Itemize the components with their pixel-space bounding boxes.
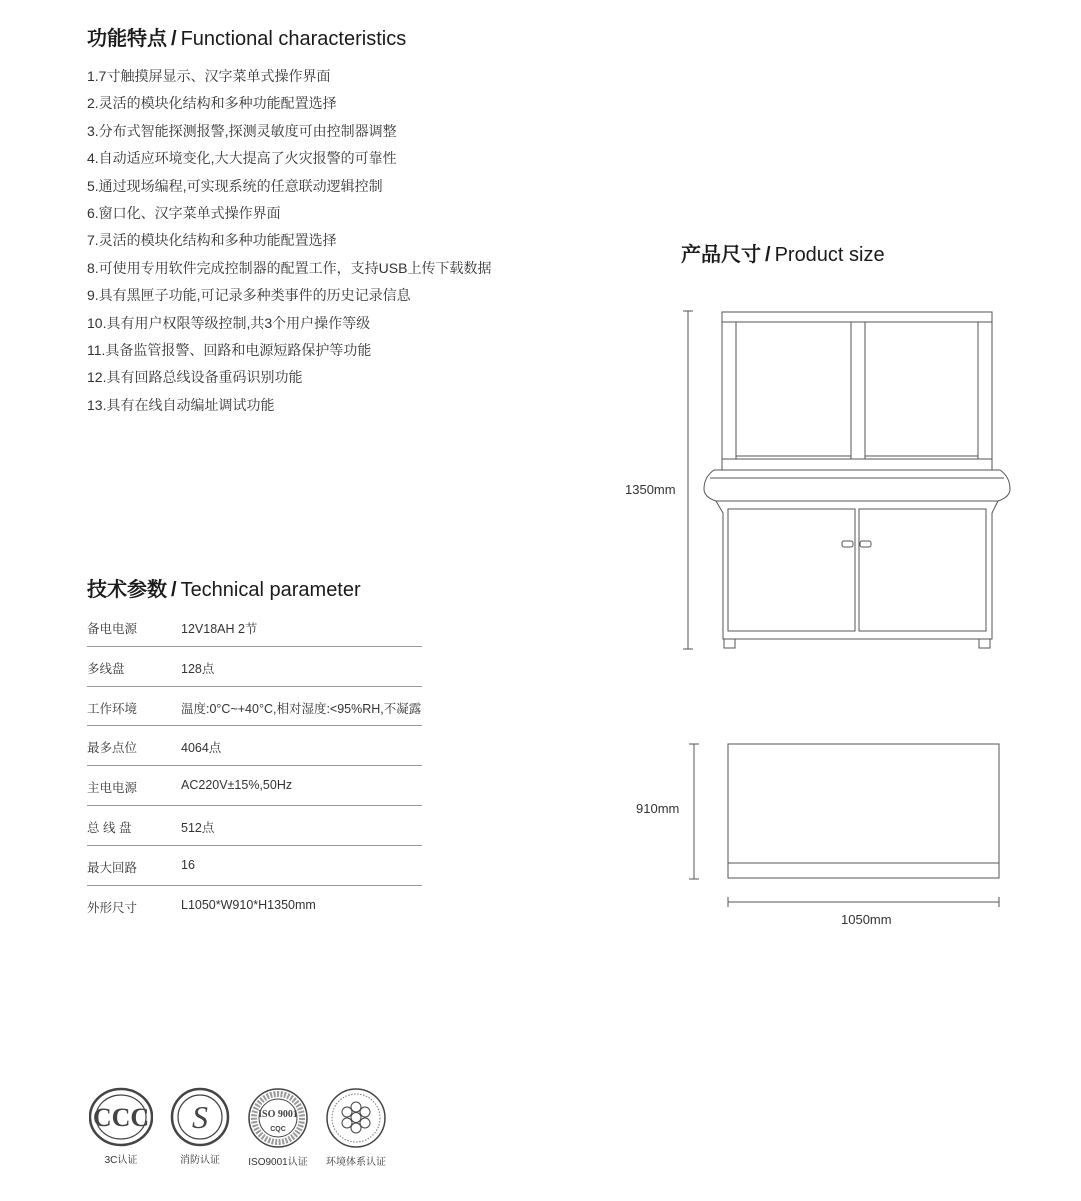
- param-value: 16: [181, 857, 195, 872]
- param-key: 外形尺寸: [87, 900, 138, 915]
- cabinet-foot: [724, 639, 735, 648]
- param-row: [87, 647, 422, 687]
- feature-item: 4.自动适应环境变化,大大提高了火灾报警的可靠性: [87, 150, 397, 167]
- door-handle-icon: [860, 541, 871, 547]
- param-value: L1050*W910*H1350mm: [181, 897, 316, 912]
- lower-door-left: [728, 509, 855, 631]
- cabinet-upper-frame: [722, 322, 992, 459]
- width-dimension-label: 1050mm: [841, 912, 892, 927]
- feature-item: 8.可使用专用软件完成控制器的配置工作，支持USB上传下载数据: [87, 259, 492, 276]
- cabinet-foot: [979, 639, 990, 648]
- param-key: 备电电源: [87, 622, 138, 636]
- param-key: 总 线 盘: [87, 820, 132, 835]
- feature-item: 11.具备监管报警、回路和电源短路保护等功能: [87, 341, 372, 358]
- feature-item: 1.7寸触摸屏显示、汉字菜单式操作界面: [87, 68, 331, 84]
- svg-text:ISO 9001: ISO 9001: [258, 1109, 298, 1120]
- lower-door-right: [859, 509, 986, 631]
- cabinet-console-desk: [704, 470, 1010, 501]
- fire-cert-icon: [170, 1087, 230, 1147]
- ccc-icon: [89, 1087, 153, 1147]
- cert-label: 3C认证: [104, 1155, 138, 1166]
- environmental-cert-icon: [325, 1087, 387, 1149]
- cabinet-lower-body: [716, 501, 998, 639]
- param-row: [87, 806, 422, 846]
- feature-item: 5.通过现场编程,可实现系统的任意联动逻辑控制: [87, 177, 383, 194]
- feature-item: 9.具有黑匣子功能,可记录多种类事件的历史记录信息: [87, 287, 411, 304]
- title-separator: /: [765, 244, 771, 266]
- param-value: 512点: [181, 820, 215, 835]
- feature-item: 6.窗口化、汉字菜单式操作界面: [87, 204, 281, 221]
- cert-label: 环境体系认证: [326, 1157, 386, 1168]
- cabinet-top-view: [685, 740, 1005, 910]
- svg-text:CQC: CQC: [270, 1126, 286, 1133]
- params-title-cn: 技术参数: [87, 579, 167, 601]
- param-row: [87, 766, 422, 806]
- cert-fire: [165, 1087, 235, 1166]
- svg-text:CCC: CCC: [92, 1103, 150, 1132]
- param-row: [87, 726, 422, 766]
- size-title-cn: 产品尺寸: [681, 244, 761, 266]
- size-title: [681, 238, 885, 267]
- param-row: [87, 687, 422, 727]
- param-key: 主电电源: [87, 781, 138, 796]
- feature-item: 10.具有用户权限等级控制,共3个用户操作等级: [87, 314, 371, 331]
- cert-iso9001: [243, 1087, 313, 1168]
- feature-item: 13.具有在线自动编址调试功能: [87, 396, 275, 413]
- features-title-cn: 功能特点: [87, 28, 167, 50]
- param-value: AC220V±15%,50Hz: [181, 778, 293, 793]
- param-key: 工作环境: [87, 701, 138, 716]
- param-value: 12V18AH 2节: [181, 622, 258, 636]
- door-handle-icon: [842, 541, 853, 547]
- features-list: [87, 66, 491, 422]
- feature-item: 12.具有回路总线设备重码识别功能: [87, 369, 303, 386]
- upper-panel-left: [736, 322, 851, 456]
- features-title-en: Functional characteristics: [180, 28, 407, 50]
- height-dimension-label: 1350mm: [625, 482, 676, 497]
- param-key: 最大回路: [87, 860, 138, 875]
- cert-label: 消防认证: [180, 1155, 220, 1166]
- cert-ccc: [86, 1087, 156, 1166]
- feature-item: 3.分布式智能探测报警,探测灵敏度可由控制器调整: [87, 122, 397, 139]
- param-row: [87, 846, 422, 886]
- cert-environmental: [321, 1087, 391, 1168]
- features-title: [87, 22, 406, 51]
- params-table: [87, 607, 422, 924]
- feature-item: 7.灵活的模块化结构和多种功能配置选择: [87, 232, 337, 249]
- iso9001-icon: [247, 1087, 309, 1149]
- param-row: [87, 886, 422, 925]
- size-title-en: Product size: [774, 244, 885, 266]
- feature-item: 2.灵活的模块化结构和多种功能配置选择: [87, 95, 337, 112]
- param-value: 4064点: [181, 741, 222, 756]
- param-value: 温度:0°C~+40°C,相对湿度:<95%RH,不凝露: [181, 701, 422, 716]
- cabinet-front-view: [680, 305, 1020, 660]
- svg-text:S: S: [192, 1099, 208, 1135]
- param-row: [87, 607, 422, 647]
- param-value: 128点: [181, 661, 215, 676]
- depth-dimension-label: 910mm: [636, 801, 680, 816]
- cabinet-top-frame: [722, 312, 992, 322]
- params-title-en: Technical parameter: [180, 579, 361, 601]
- title-separator: /: [171, 579, 177, 601]
- cert-label: ISO9001认证: [248, 1157, 308, 1168]
- cabinet-top-outline: [728, 744, 999, 878]
- param-key: 多线盘: [87, 661, 125, 676]
- params-title: [87, 573, 361, 602]
- upper-panel-right: [865, 322, 978, 456]
- param-key: 最多点位: [87, 741, 138, 756]
- title-separator: /: [171, 28, 177, 50]
